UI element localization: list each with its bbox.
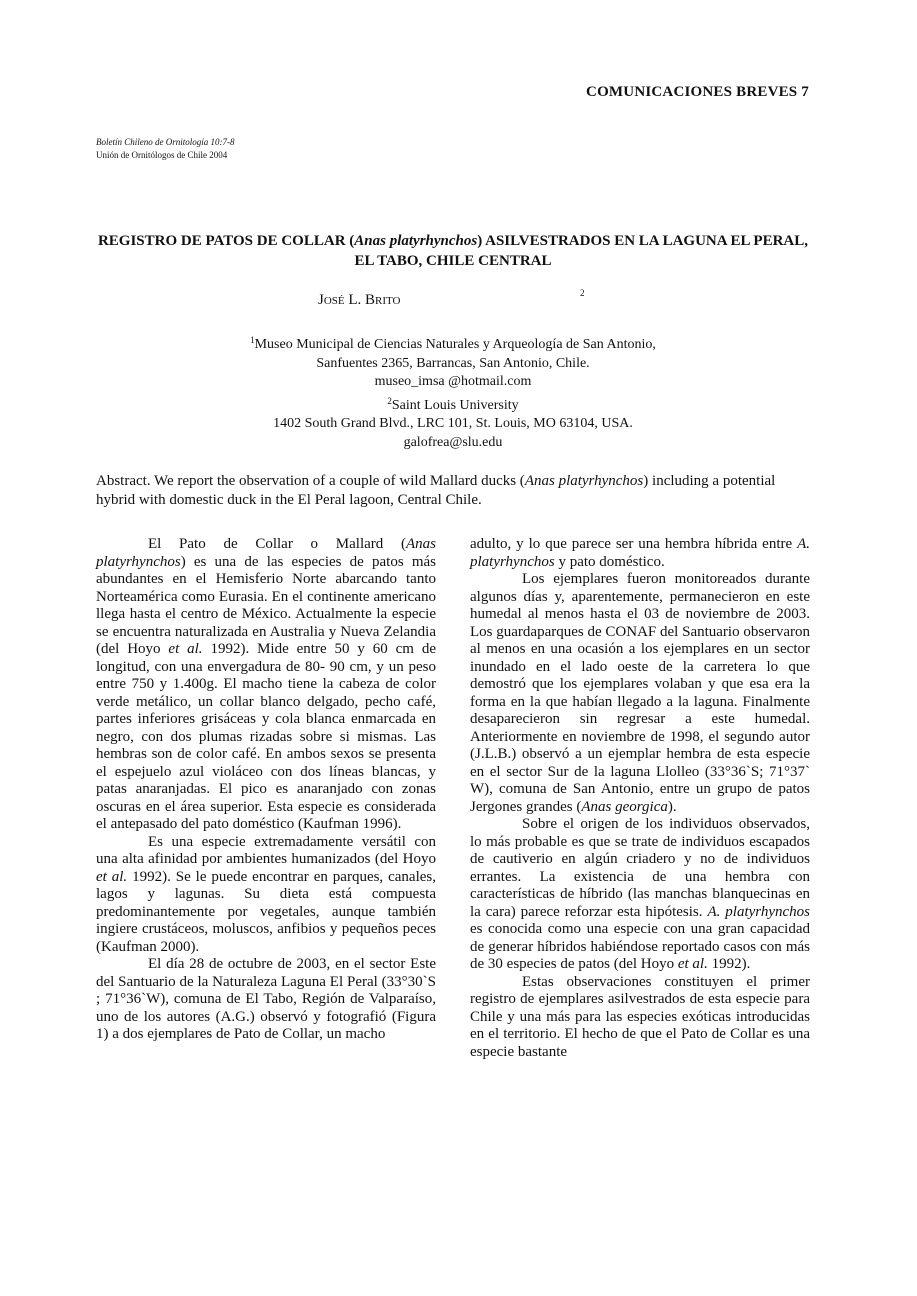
affiliation-line: Sanfuentes 2365, Barrancas, San Antonio, Chile. [316, 355, 590, 371]
abstract-species: Anas platyrhynchos [524, 473, 644, 489]
paragraph: Sobre el origen de los individuos observados, lo más probable es que se trate de individuos escapados de cautiverio en algún criadero y no de individuos errantes. La existencia de una hembra con características de híbrido (las manchas blanquecinas en la cara) parece reforzar esta hipótesis. A. platyrhynchos es conocida como una especie con una gran capacidad de generar híbridos habiéndose reportado casos con más de 30 especies de patos (del Hoyo et al. 1992). [470, 816, 811, 972]
affiliation-email: galofrea@slu.edu [403, 434, 503, 450]
paragraph: Es una especie extremadamente versátil con una alta afinidad por ambientes humanizados (del Hoyo et al. 1992). Se le puede encontrar en parques, canales, lagos y lagunas. Su dieta está compuesta predominantemente por vegetales, aunque también ingiere crustáceos, moluscos, anfibios y pequeños peces (Kaufman 2000). [96, 833, 436, 955]
body-column-left [96, 536, 436, 1044]
affiliation-email: museo_imsa @hotmail.com [374, 374, 532, 390]
affiliation-marker: 1 [250, 335, 255, 345]
article-title [96, 231, 810, 271]
paragraph: El día 28 de octubre de 2003, en el sector Este del Santuario de la Naturaleza Laguna El Peral (33°30`S ; 71°36`W), comuna de El Tabo, Región de Valparaíso, uno de los autores (A.G.) observó y fotografió (Figura 1) a dos ejemplares de Pato de Collar, un macho [96, 956, 436, 1042]
title-species: Anas platyrhynchos [354, 233, 478, 249]
author-superscript: 2 [580, 288, 585, 298]
journal-citation [96, 136, 235, 162]
paragraph: El Pato de Collar o Mallard (Anas platyrhynchos) es una de las especies de patos más abundantes en el Hemisferio Norte abarcando tanto Norteamérica como Eurasia. En el continente americano llega hasta el centro de México. Actualmente la especie se encuentra naturalizada en Australia y Nueva Zelandia (del Hoyo et al. 1992). Mide entre 50 y 60 cm de longitud, con una envergadura de 80- 90 cm, y un peso entre 750 y 1.400g. El macho tiene la cabeza de color verde metálico, un collar blanco delgado, pecho café, partes inferiores grisáceas y cola blanca enmarcada en negro, con dos plumas rizadas sobre si mismas. Las hembras son de color café. En ambos sexos se presenta el espejuelo azul violáceo con dos líneas blancas, y patas anaranjadas. El pico es anaranjado con zonas oscuras en el área superior. Esta especie es considerada el antepasado del pato doméstico (Kaufman 1996). [96, 536, 436, 832]
title-text-end: ) ASILVESTRADOS EN LA LAGUNA EL PERAL, EL TABO, CHILE CENTRAL [354, 233, 809, 269]
affiliation-line: $^2$Saint Louis University [387, 395, 519, 413]
affiliation-line: 1402 South Grand Blvd., LRC 101, St. Louis, MO 63104, USA. [273, 416, 633, 432]
journal-reference: Boletín Chileno de Ornitología 10:7-8 [96, 137, 235, 147]
affiliation-line: $^1$Museo Municipal de Ciencias Naturales y Arqueología de San Antonio, [250, 335, 656, 352]
abstract: Abstract. We report the observation of a couple of wild Mallard ducks (Anas platyrhynchos) including a potential hybrid with domestic duck in the El Peral lagoon, Central Chile. [96, 473, 776, 508]
publisher-line: Unión de Ornitólogos de Chile 2004 [96, 150, 228, 160]
affiliation-marker: 2 [387, 395, 392, 406]
title-text: REGISTRO DE PATOS DE COLLAR ( [97, 233, 355, 249]
author-name: José L. Brito [318, 292, 401, 308]
paragraph: adulto, y lo que parece ser una hembra híbrida entre A. platyrhynchos y pato doméstico. [470, 536, 810, 570]
paragraph: Estas observaciones constituyen el primer registro de ejemplares asilvestrados de esta especie para Chile y una más para las especies exóticas introducidas en el territorio. El hecho de que el Pato de Collar es una especie bastante [470, 973, 810, 1060]
section-header: COMUNICACIONES BREVES 7 [586, 84, 809, 100]
body-column-right [470, 536, 810, 1061]
paragraph: Los ejemplares fueron monitoreados durante algunos días y, aparentemente, permanecieron en este humedal al menos hasta el 03 de noviembre de 2003. Los guardaparques de CONAF del Santuario observaron al menos en una ocasión a los ejemplares en un sector inundado en el lado oeste de la carretera lo que demostró que los ejemplares volaban y que esa era la forma en la que habían llegado a la laguna. Finalmente desaparecieron sin regresar a este humedal. Anteriormente en noviembre de 1998, el segundo autor (J.L.B.) observó a un ejemplar hembra de esta especie en el sector Sur de la laguna Llolleo (33°36`S; 71°37` W), comuna de San Antonio, entre un grupo de patos Jergones grandes (Anas georgica). [470, 571, 810, 815]
affiliations [96, 331, 810, 453]
